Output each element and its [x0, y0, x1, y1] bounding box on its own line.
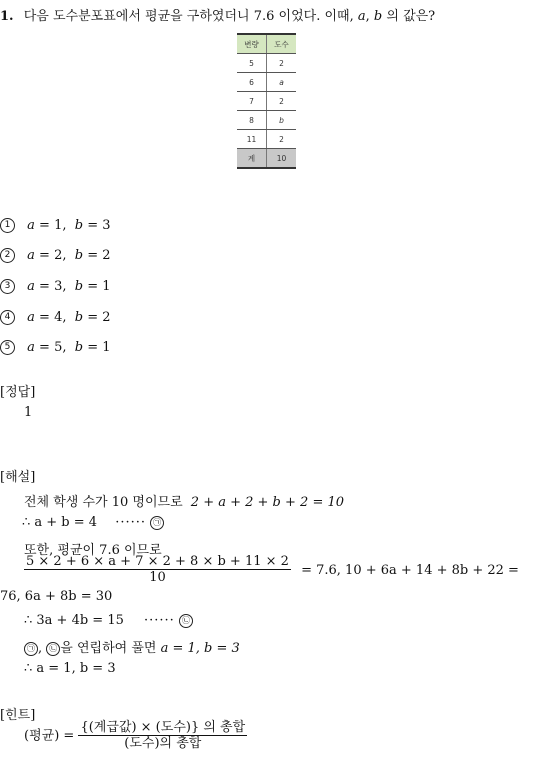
table-cell: 11 [237, 130, 267, 149]
table-cell: 5 [237, 54, 267, 73]
explanation-line-1: 전체 학생 수가 10 명이므로 2 + a + 2 + b + 2 = 10 [24, 495, 345, 510]
explanation-line-6: ∴ 3a + 4b = 15 ······ ㉡ [24, 613, 193, 628]
choice-marker: 2 [0, 248, 15, 263]
explanation-fraction-line: $\frac{5 \times 2 + 6 \times a + 7 \times 2 + 8 \times b + 11 \times 2}{10}$ = 7.6, 10 + 6a + 14 + 8b + 22 = [26, 554, 519, 585]
choice-b-value: 2 [102, 248, 111, 263]
choice-b-value: 1 [102, 279, 111, 294]
choice-b-value: 2 [102, 310, 111, 325]
question-text: 다음 도수분포표에서 평균을 구하였더니 7.6 이었다. 이때, [23, 9, 354, 24]
choice-1[interactable]: 1 a = 1, b = 3 [0, 218, 111, 233]
choice-a-value: 3 [54, 279, 63, 294]
question-var-a: a [357, 9, 366, 24]
choice-5[interactable]: 5 a = 5, b = 1 [0, 340, 111, 355]
choice-b-value: 1 [102, 340, 111, 355]
hint-formula: (평균) = $\frac{\text{\{(계급값) × (도수)\} 의 총합}}{\text{(도수)의 총합}}$ [24, 720, 246, 751]
question-number: 1. [0, 9, 14, 24]
choice-3[interactable]: 3 a = 3, b = 1 [0, 279, 111, 294]
mean-fraction: $\frac{5 \times 2 + 6 \times a + 7 \times 2 + 8 \times b + 11 \times 2}{10}$ [26, 554, 289, 585]
table-cell: 2 [267, 92, 297, 111]
choice-marker: 5 [0, 340, 15, 355]
table-row [237, 130, 296, 149]
explanation-line-7: ㉠ , ㉡ 을 연립하여 풀면 a = 1, b = 3 [24, 637, 240, 656]
table-row [237, 54, 296, 73]
equation-mark-2: ㉡ [46, 642, 60, 656]
explanation-line-5: 76, 6a + 8b = 30 [0, 589, 113, 604]
hint-label: [힌트] [0, 708, 36, 723]
answer-value: 1 [24, 405, 33, 420]
table-cell: 6 [237, 73, 267, 92]
choice-b-value: 3 [102, 218, 111, 233]
question-line: 1. 다음 도수분포표에서 평균을 구하였더니 7.6 이었다. 이때, a, b 의 값은? [0, 9, 436, 24]
table-header-cell: 변량 [237, 34, 267, 54]
table-cell: 2 [267, 54, 297, 73]
choice-a-value: 4 [54, 310, 63, 325]
choice-marker: 3 [0, 279, 15, 294]
hint-fraction: $\frac{\text{\{(계급값) × (도수)\} 의 총합}}{\text{(도수)의 총합}}$ [80, 720, 246, 751]
table-cell: 7 [237, 92, 267, 111]
table-cell: 8 [237, 111, 267, 130]
table-total-cell: 10 [267, 149, 297, 169]
explanation-line-8: ∴ a = 1, b = 3 [24, 661, 116, 676]
table-total-row [237, 149, 296, 169]
frequency-table [237, 33, 296, 169]
choice-2[interactable]: 2 a = 2, b = 2 [0, 248, 111, 263]
choice-a-value: 5 [54, 340, 63, 355]
table-row [237, 111, 296, 130]
explanation-line-2: ∴ a + b = 4 ······ ㉠ [22, 515, 164, 530]
table-row [237, 92, 296, 111]
question-var-b: b [373, 9, 383, 24]
equation-mark-1: ㉠ [150, 516, 164, 530]
table-header-cell: 도수 [267, 34, 297, 54]
explanation-line-3: 또한, 평균이 7.6 이므로 [24, 543, 162, 558]
answer-label: [정답] [0, 385, 36, 400]
table-header-row [237, 34, 296, 54]
equation-mark-2: ㉡ [179, 614, 193, 628]
table-row [237, 73, 296, 92]
equation-mark-1: ㉠ [24, 642, 38, 656]
choice-marker: 4 [0, 310, 15, 325]
choice-marker: 1 [0, 218, 15, 233]
choice-a-value: 2 [54, 248, 63, 263]
choice-4[interactable]: 4 a = 4, b = 2 [0, 310, 111, 325]
table-cell: 2 [267, 130, 297, 149]
question-text-end: 의 값은? [386, 9, 436, 24]
table-total-cell: 계 [237, 149, 267, 169]
table-cell: a [267, 73, 297, 92]
table-cell: b [267, 111, 297, 130]
explanation-label: [해설] [0, 470, 36, 485]
choice-a-value: 1 [54, 218, 63, 233]
